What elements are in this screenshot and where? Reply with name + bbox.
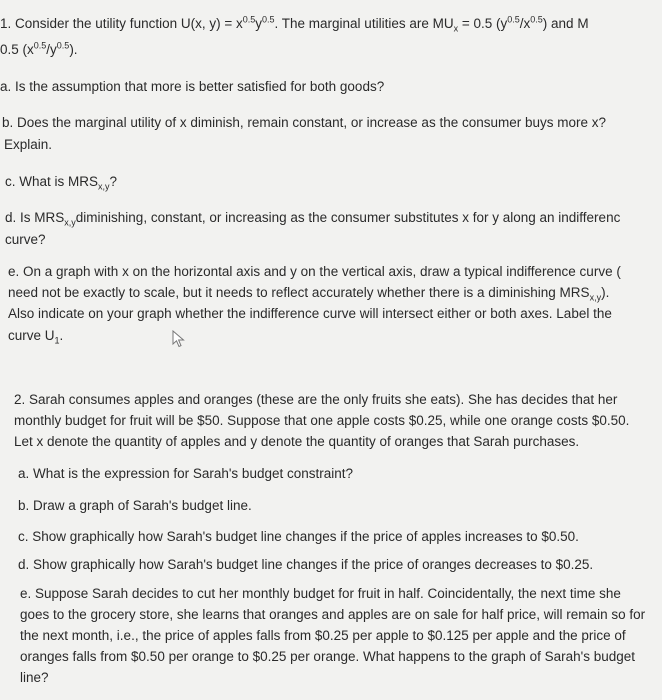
q1-slash: /x (519, 16, 531, 31)
q1-line2-a: 0.5 (x (0, 42, 34, 57)
q2-part-e-line1: e. Suppose Sarah decides to cut her monthly budget for fruit in half. Coincidentally, the next time she (20, 586, 621, 601)
q1-part-e-line1: e. On a graph with x on the horizontal axis and y on the vertical axis, draw a typical indifference curve ( (8, 264, 621, 279)
q1-y: y (255, 16, 262, 31)
q1-intro-eq: = 0.5 (y (458, 16, 508, 31)
q1-e-text: need not be exactly to scale, but it needs to reflect accurately whether there is a diminishing MRS (8, 285, 590, 300)
q1-c-sub: x,y (98, 181, 110, 192)
q1-e4-text: curve U (8, 328, 55, 343)
q1-line2-c: ). (69, 42, 78, 57)
q1-sub: x (453, 23, 459, 34)
q2-part-c: c. Show graphically how Sarah's budget line changes if the price of apples increases to $0.50. (18, 529, 579, 544)
q1-d-text: d. Is MRS (5, 210, 65, 225)
q1-exp: 0.5 (33, 40, 47, 51)
q1-e-sub: x,y (589, 292, 602, 303)
q2-part-e-line5: line? (20, 670, 49, 685)
q1-part-a: a. Is the assumption that more is better satisfied for both goods? (0, 79, 385, 94)
q1-exp: 0.5 (530, 14, 543, 25)
q2-part-a: a. What is the expression for Sarah's budget constraint? (18, 466, 354, 481)
q2-intro-line3: Let x denote the quantity of apples and y denote the quantity of oranges that Sarah purchases. (14, 434, 580, 449)
q1-part-d-line2: curve? (5, 232, 46, 247)
q1-exp: 0.5 (507, 14, 520, 25)
q2-part-b: b. Draw a graph of Sarah's budget line. (18, 498, 252, 513)
q1-d-post: diminishing, constant, or increasing as the consumer substitutes x for y along an indifferenc (75, 210, 621, 225)
q2-intro-line1: 2. Sarah consumes apples and oranges (these are the only fruits she eats). She has decides that her (14, 392, 618, 407)
q1-part-b-line1: b. Does the marginal utility of x diminish, remain constant, or increase as the consumer buys more x? (2, 115, 607, 130)
q2-part-e-line3: the next month, i.e., the price of apples falls from $0.25 per apple to $0.125 per apple and the price of (20, 628, 626, 643)
q1-part-e-line2 (8, 283, 609, 303)
q1-intro-line1 (0, 14, 589, 34)
q2-part-e-line2: goes to the grocery store, she learns that oranges and apples are on sale for half price, will remain so for (20, 607, 646, 622)
q1-part-c (5, 172, 117, 192)
q1-part-d-line1 (5, 208, 620, 228)
q2-part-e-line4: oranges falls from $0.50 per orange to $0.25 per orange. What happens to the graph of Sarah's budget (20, 649, 635, 664)
q1-exp: 0.5 (242, 14, 256, 25)
q1-c-post: ? (109, 174, 118, 189)
q1-exp: 0.5 (262, 14, 275, 25)
q1-intro-end: ) and M (542, 16, 589, 31)
mouse-cursor-icon (172, 330, 186, 348)
q1-intro-text: 1. Consider the utility function U(x, y) = x (0, 16, 243, 31)
q2-part-d: d. Show graphically how Sarah's budget line changes if the price of oranges decreases to $0.25. (18, 557, 594, 572)
q1-intro-line2 (0, 40, 78, 60)
q1-line2-b: /y (46, 42, 57, 57)
q1-e-post: ). (601, 285, 610, 300)
q1-intro-mid: . The marginal utilities are MU (274, 16, 454, 31)
q1-d-sub: x,y (64, 217, 76, 228)
q1-e4-post: . (59, 328, 64, 343)
q1-exp: 0.5 (56, 40, 70, 51)
q1-part-e-line3: Also indicate on your graph whether the indifference curve will intersect either or both axes. Label the (8, 306, 612, 321)
q1-part-e-line4 (8, 326, 63, 346)
q2-intro-line2: monthly budget for fruit will be $50. Suppose that one apple costs $0.25, while one orange costs $0.50. (14, 413, 630, 428)
q1-c-text: c. What is MRS (5, 174, 99, 189)
q1-part-b-line2: Explain. (4, 137, 53, 152)
q1-e4-sub: 1 (54, 335, 60, 346)
